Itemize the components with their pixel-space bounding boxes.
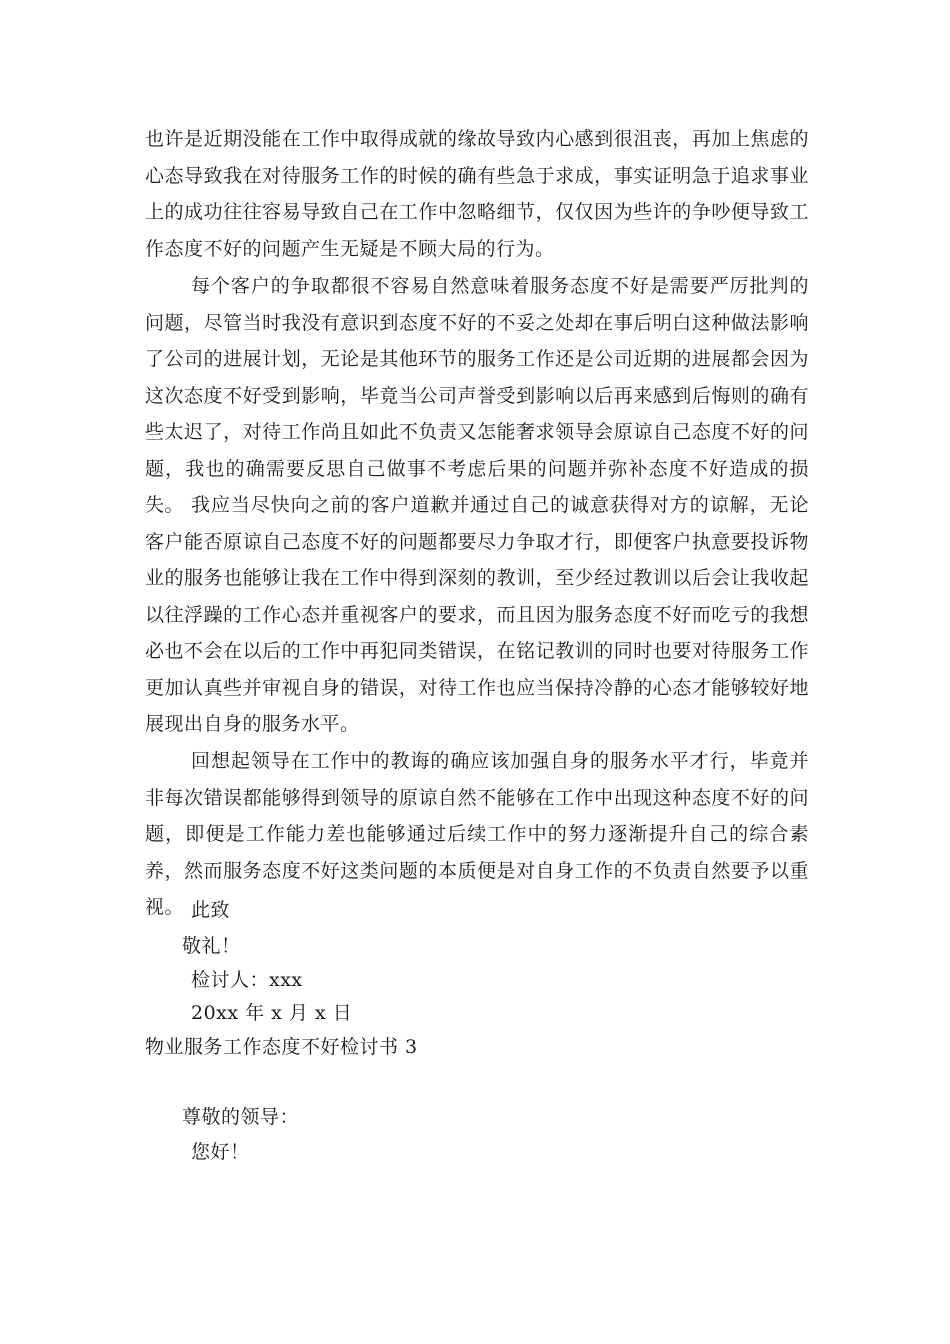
hello-text: 您好！ xyxy=(191,1141,250,1163)
paragraph-4: 回想起领导在工作中的教诲的确应该加强自身的服务水平才行，毕竟并非每次错误都能够得到领导的原谅自然不能够在工作中出现这种态度不好的问题，即便是工作能力差也能够通过后续工作中的努力逐渐提升自己的综合素养，然而服务态度不好这类问题的本质便是对自身工作的不负责自然要予以重视。 xyxy=(145,750,809,918)
salute-text: 敬礼！ xyxy=(182,935,241,957)
next-document-title: 物业服务工作态度不好检讨书 3 xyxy=(145,1036,418,1058)
closing-text: 此致 xyxy=(191,899,231,921)
paragraph-3: 我应当尽快向之前的客户道歉并通过自己的诚意获得对方的谅解，无论客户能否原谅自己态度不好的问题都要尽力争取才行，即便客户执意要投诉物业的服务也能够让我在工作中得到深刻的教训，至少经过教训以后会让我收起以往浮躁的工作心态并重视客户的要求，而且因为服务态度不好而吃亏的我想必也不会在以后的工作中再犯同类错误，在铭记教训的同时也要对待服务工作更加认真些并审视自身的错误，对待工作也应当保持冷静的心态才能够较好地展现出自身的服务水平。 xyxy=(145,494,809,735)
paragraph-1: 也许是近期没能在工作中取得成就的缘故导致内心感到很沮丧，再加上焦虑的心态导致我在对待服务工作的时候的确有些急于求成，事实证明急于追求事业上的成功往往容易导致自己在工作中忽略细节，仅仅因为些许的争吵便导致工作态度不好的问题产生无疑是不顾大局的行为。 xyxy=(145,128,809,260)
paragraph-2: 每个客户的争取都很不容易自然意味着服务态度不好是需要严厉批判的问题，尽管当时我没有意识到态度不好的不妥之处却在事后明白这种做法影响了公司的进展计划，无论是其他环节的服务工作还是公司近期的进展都会因为这次态度不好受到影响，毕竟当公司声誉受到影响以后再来感到后悔则的确有些太迟了，对待工作尚且如此不负责又怎能奢求领导会原谅自己态度不好的问题，我也的确需要反思自己做事不考虑后果的问题并弥补态度不好造成的损失。 xyxy=(145,275,809,516)
date-text: 20xx 年 x 月 x 日 xyxy=(191,1002,353,1024)
greeting-text: 尊敬的领导： xyxy=(182,1106,300,1128)
signer-text: 检讨人：xxx xyxy=(191,969,303,991)
